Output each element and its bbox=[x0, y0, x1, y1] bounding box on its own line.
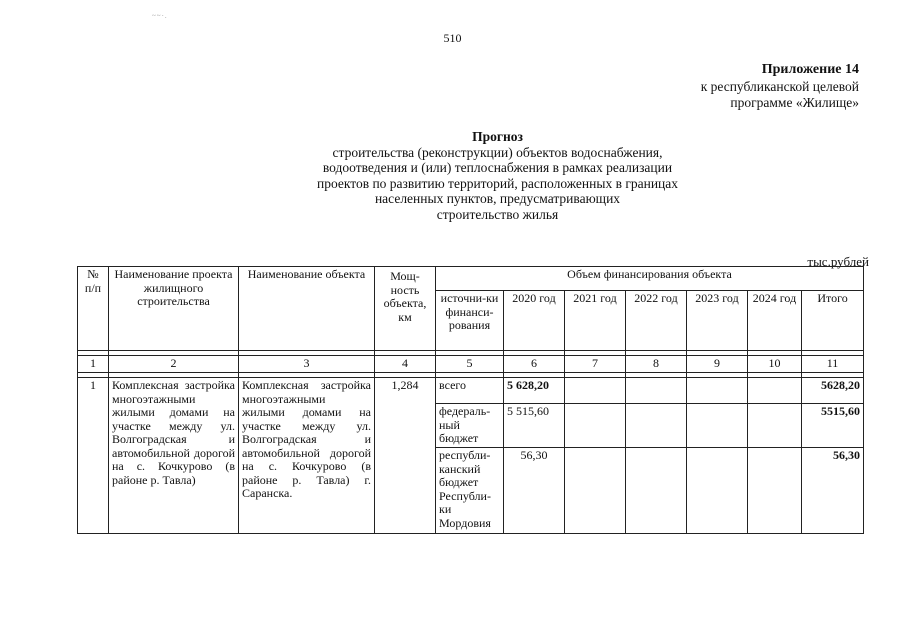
appendix-line-1: к республиканской целевой bbox=[700, 78, 859, 94]
value-2024-total bbox=[748, 378, 802, 404]
col-number: 1 bbox=[78, 356, 109, 373]
value-2024-republican bbox=[748, 448, 802, 534]
header-capacity: Мощ-ность объекта, км bbox=[375, 267, 436, 351]
value-2022-total bbox=[626, 378, 687, 404]
appendix-title: Приложение 14 bbox=[761, 62, 859, 77]
title-line-4: населенных пунктов, предусматривающих bbox=[374, 191, 621, 207]
title-line-3: проектов по развитию территорий, расположенных в границах bbox=[316, 175, 679, 191]
title-line-2: водоотведения и (или) теплоснабжения в рамках реализации bbox=[322, 160, 673, 176]
row-capacity: 1,284 bbox=[375, 378, 436, 534]
value-2024-federal bbox=[748, 404, 802, 448]
value-2022-republican bbox=[626, 448, 687, 534]
row-num: 1 bbox=[78, 378, 109, 534]
units-label: тыс.рублей bbox=[807, 254, 869, 269]
row-project-name: Комплексная застройка многоэтажными жилыми домами на участке между ул. Волгоградская и автомобильной дорогой на с. Кочкурово (в районе р. Тавла) bbox=[109, 378, 239, 534]
header-source: источни-ки финанси-рования bbox=[436, 291, 504, 351]
header-object: Наименование объекта bbox=[239, 267, 375, 351]
header-num: № п/п bbox=[78, 267, 109, 351]
scan-artifact: ~~·. bbox=[152, 12, 168, 20]
header-2024: 2024 год bbox=[748, 291, 802, 351]
header-2022: 2022 год bbox=[626, 291, 687, 351]
value-2022-federal bbox=[626, 404, 687, 448]
value-2021-federal bbox=[565, 404, 626, 448]
column-number-row bbox=[78, 356, 864, 373]
page-number: 510 bbox=[443, 31, 462, 45]
value-2020-republican: 56,30 bbox=[504, 448, 565, 534]
value-2023-republican bbox=[687, 448, 748, 534]
source-name-total: всего bbox=[436, 378, 504, 404]
title-heading: Прогноз bbox=[472, 129, 523, 144]
source-name-federal: федераль-ный бюджет bbox=[436, 404, 504, 448]
value-total-total: 5628,20 bbox=[802, 378, 864, 404]
appendix-block bbox=[701, 62, 859, 112]
value-total-federal: 5515,60 bbox=[802, 404, 864, 448]
col-number: 2 bbox=[109, 356, 239, 373]
document-title bbox=[0, 129, 905, 223]
financing-table bbox=[77, 266, 864, 534]
value-2023-federal bbox=[687, 404, 748, 448]
table-row bbox=[78, 378, 864, 404]
source-name-republican: республи-канский бюджет Республи-ки Мордовия bbox=[436, 448, 504, 534]
col-number: 3 bbox=[239, 356, 375, 373]
header-financing: Объем финансирования объекта bbox=[436, 267, 864, 291]
col-number: 9 bbox=[687, 356, 748, 373]
row-object-name: Комплексная застройка многоэтажными жилыми домами на участке между ул. Волгоградская и автомобильной дорогой на с. Кочкурово (в районе р. Тавла) г. Саранска. bbox=[239, 378, 375, 534]
appendix-line-2: программе «Жилище» bbox=[730, 95, 859, 110]
title-line-5: строительство жилья bbox=[436, 206, 559, 222]
col-number: 8 bbox=[626, 356, 687, 373]
col-number: 4 bbox=[375, 356, 436, 373]
value-2020-federal: 5 515,60 bbox=[504, 404, 565, 448]
col-number: 6 bbox=[504, 356, 565, 373]
value-2021-total bbox=[565, 378, 626, 404]
header-total: Итого bbox=[802, 291, 864, 351]
value-2021-republican bbox=[565, 448, 626, 534]
header-2020: 2020 год bbox=[504, 291, 565, 351]
col-number: 11 bbox=[802, 356, 864, 373]
title-line-1: строительства (реконструкции) объектов водоснабжения, bbox=[332, 144, 663, 160]
header-2023: 2023 год bbox=[687, 291, 748, 351]
header-2021: 2021 год bbox=[565, 291, 626, 351]
value-2023-total bbox=[687, 378, 748, 404]
col-number: 7 bbox=[565, 356, 626, 373]
col-number: 10 bbox=[748, 356, 802, 373]
col-number: 5 bbox=[436, 356, 504, 373]
value-2020-total: 5 628,20 bbox=[504, 378, 565, 404]
value-total-republican: 56,30 bbox=[802, 448, 864, 534]
header-project: Наименование проекта жилищного строительства bbox=[109, 267, 239, 351]
